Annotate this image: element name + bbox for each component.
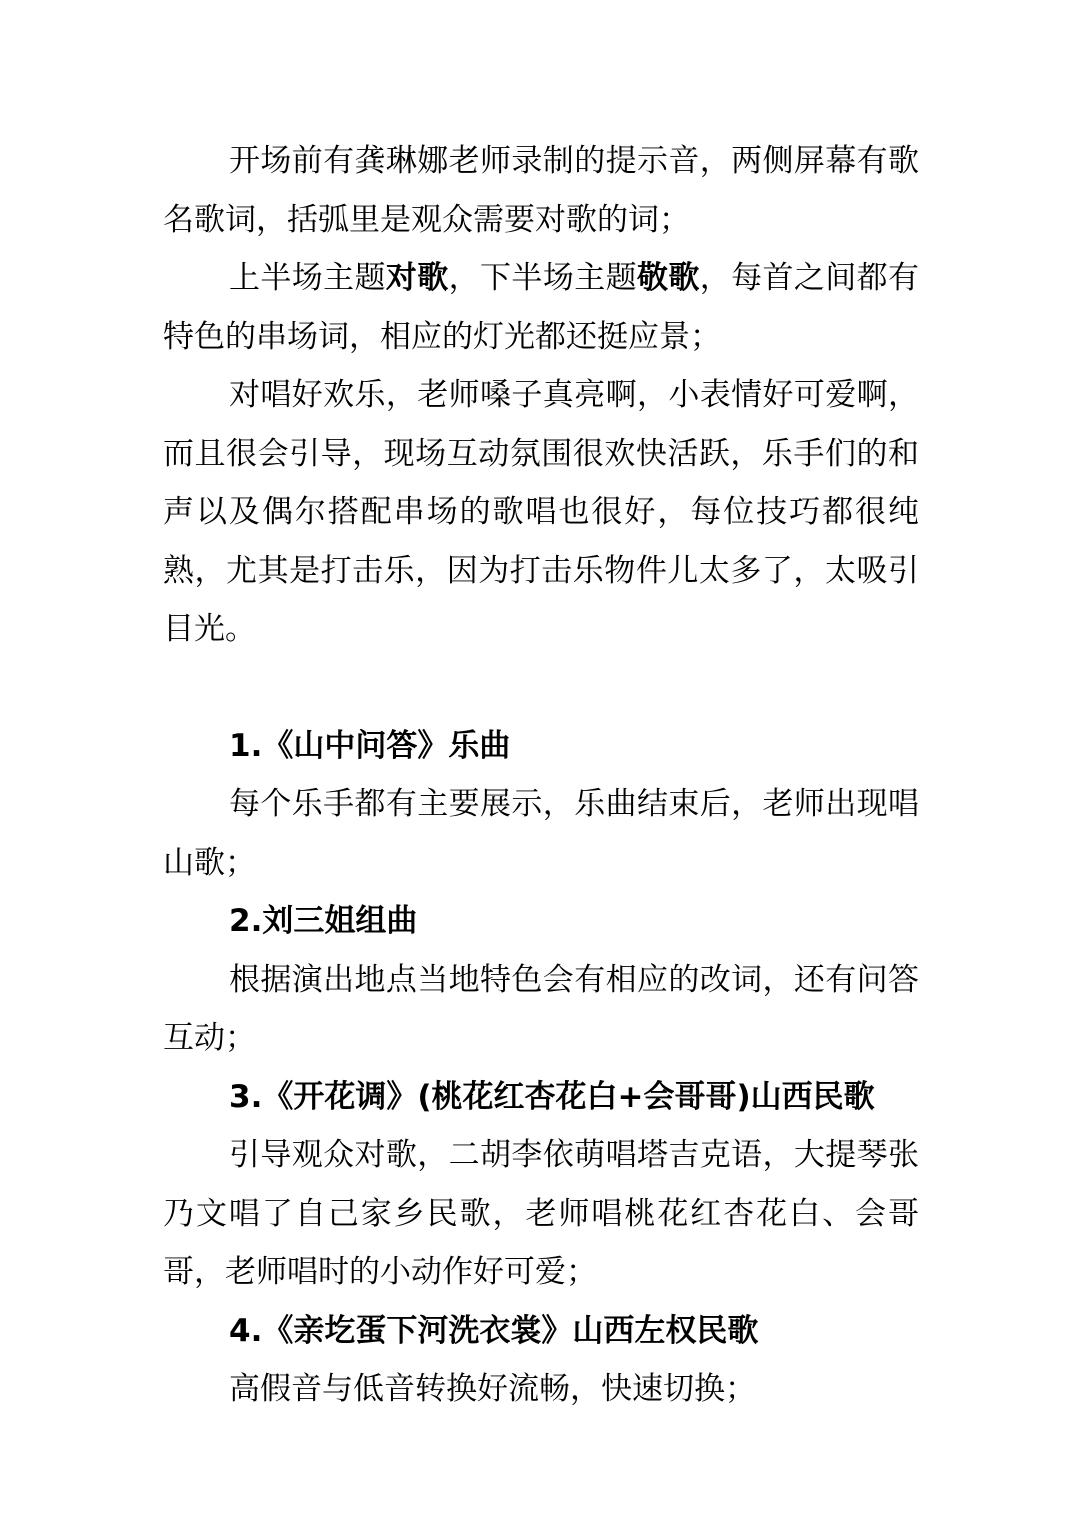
document-body <box>163 132 919 1419</box>
section-spacer <box>163 659 919 717</box>
song-heading-3: 3.《开花调》(桃花红杏花白+会哥哥)山西民歌 <box>229 1078 875 1115</box>
song-description-4: 高假音与低音转换好流畅，快速切换； <box>229 1371 756 1407</box>
intro-paragraph-1: 开场前有龚琳娜老师录制的提示音，两侧屏幕有歌名歌词，括弧里是观众需要对歌的词； <box>163 143 919 238</box>
intro-paragraph-3: 对唱好欢乐，老师嗓子真亮啊，小表情好可爱啊，而且很会引导，现场互动氛围很欢快活跃，乐手们的和声以及偶尔搭配串场的歌唱也很好，每位技巧都很纯熟，尤其是打击乐，因为打击乐物件儿太多了，太吸引目光。 <box>163 377 919 647</box>
intro-text: ，下半场主题 <box>448 260 637 296</box>
song-description-1: 每个乐手都有主要展示，乐曲结束后，老师出现唱山歌； <box>163 786 919 881</box>
intro-text: ，每首之间都有特色的串场词，相应的灯光都还挺应景； <box>163 260 920 355</box>
song-heading-4: 4.《亲圪蛋下河洗衣裳》山西左权民歌 <box>229 1312 759 1349</box>
intro-paragraph-2 <box>163 249 919 366</box>
bold-term-duige: 对歌 <box>385 260 449 296</box>
song-heading-2: 2.刘三姐组曲 <box>229 903 418 939</box>
song-heading-1: 1.《山中问答》乐曲 <box>229 727 511 764</box>
intro-text: 上半场主题 <box>229 260 386 296</box>
bold-term-jingge: 敬歌 <box>636 260 700 296</box>
song-description-2: 根据演出地点当地特色会有相应的改词，还有问答互动； <box>163 961 919 1056</box>
song-description-3: 引导观众对歌，二胡李依萌唱塔吉克语，大提琴张乃文唱了自己家乡民歌，老师唱桃花红杏花白、会哥哥，老师唱时的小动作好可爱； <box>163 1137 919 1290</box>
